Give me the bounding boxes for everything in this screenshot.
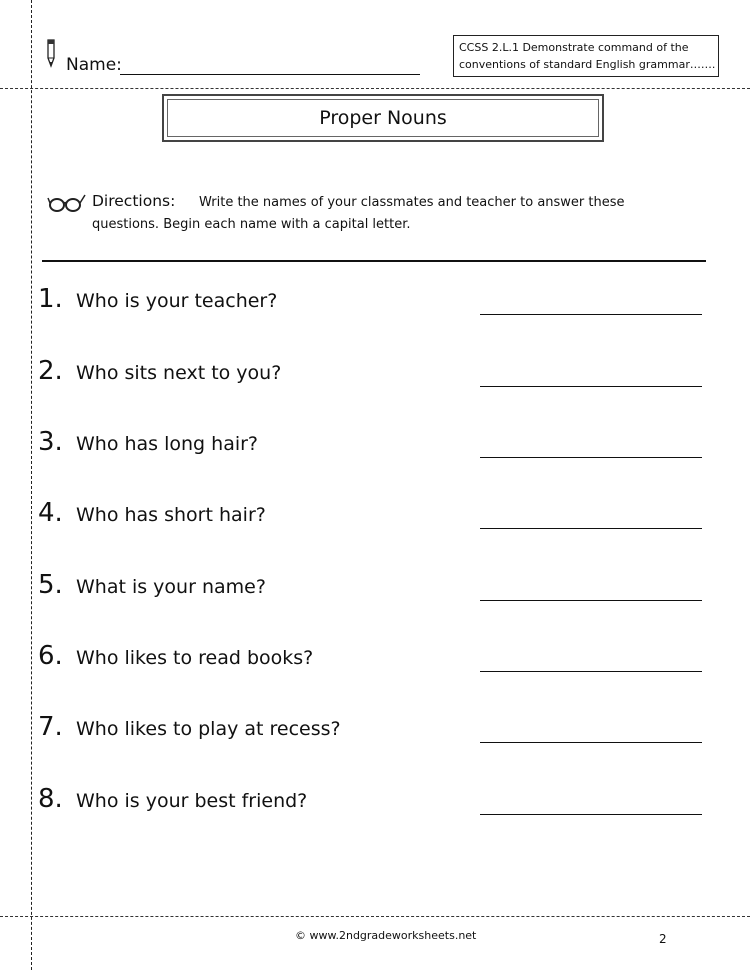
answer-line[interactable]: [480, 528, 702, 529]
margin-line-bottom: [0, 916, 750, 917]
name-label: Name:: [66, 55, 122, 75]
answer-line[interactable]: [480, 742, 702, 743]
name-answer-line[interactable]: [120, 74, 420, 75]
question-row-2: [38, 354, 708, 394]
standard-box: [453, 35, 719, 77]
question-text: Who likes to play at recess?: [76, 718, 341, 740]
title-box: [162, 94, 604, 142]
question-row-7: [38, 710, 708, 750]
question-number: 1.: [38, 284, 63, 314]
question-number: 6.: [38, 641, 63, 671]
section-divider: [42, 260, 706, 262]
question-row-6: [38, 639, 708, 679]
answer-line[interactable]: [480, 386, 702, 387]
question-number: 7.: [38, 712, 63, 742]
answer-line[interactable]: [480, 600, 702, 601]
question-row-4: [38, 496, 708, 536]
margin-line-top: [0, 88, 750, 89]
margin-line-vertical: [31, 0, 32, 970]
question-number: 3.: [38, 427, 63, 457]
question-row-8: [38, 782, 708, 822]
question-text: Who is your teacher?: [76, 290, 278, 312]
answer-line[interactable]: [480, 671, 702, 672]
directions-text-line-1: Write the names of your classmates and teacher to answer these: [199, 195, 625, 210]
question-text: Who sits next to you?: [76, 362, 282, 384]
standard-line-2: conventions of standard English grammar…….: [459, 58, 716, 71]
pencil-icon: [44, 38, 60, 68]
question-text: Who is your best friend?: [76, 790, 308, 812]
glasses-icon: [47, 192, 87, 214]
footer-website: © www.2ndgradeworksheets.net: [295, 929, 477, 942]
question-number: 2.: [38, 356, 63, 386]
question-number: 8.: [38, 784, 63, 814]
standard-line-1: CCSS 2.L.1 Demonstrate command of the: [459, 41, 689, 54]
answer-line[interactable]: [480, 314, 702, 315]
answer-line[interactable]: [480, 457, 702, 458]
question-row-1: [38, 282, 708, 322]
page-number: 2: [659, 932, 667, 946]
answer-line[interactable]: [480, 814, 702, 815]
question-text: Who has short hair?: [76, 504, 266, 526]
page-title: Proper Nouns: [167, 99, 599, 137]
directions-text-line-2: questions. Begin each name with a capital letter.: [92, 217, 411, 232]
question-row-3: [38, 425, 708, 465]
question-text: Who has long hair?: [76, 433, 259, 455]
question-number: 5.: [38, 570, 63, 600]
question-number: 4.: [38, 498, 63, 528]
question-text: Who likes to read books?: [76, 647, 314, 669]
question-text: What is your name?: [76, 576, 266, 598]
question-row-5: [38, 568, 708, 608]
directions-label: Directions:: [92, 192, 176, 210]
